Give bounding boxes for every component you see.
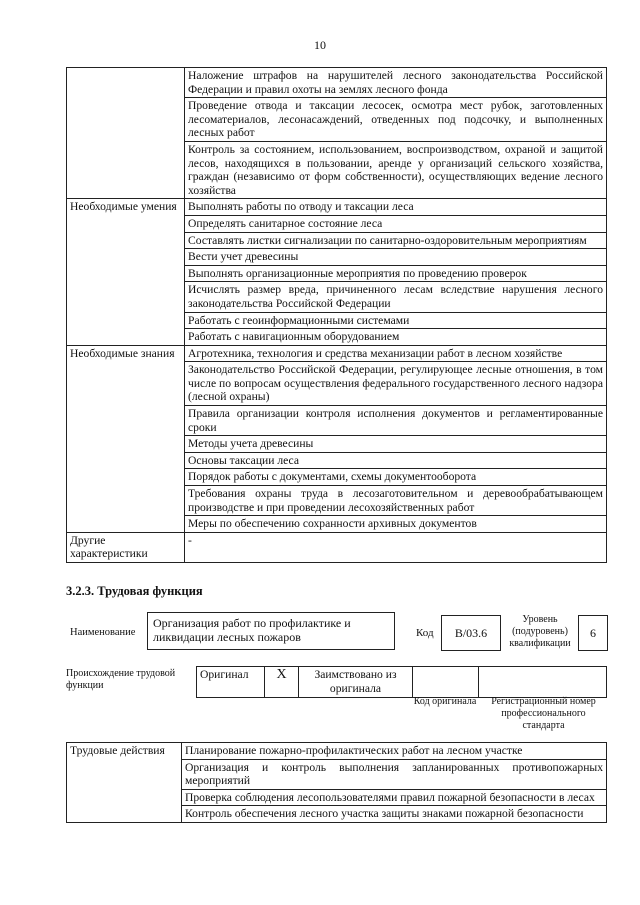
table-cell: Организация и контроль выполнения запланированных противопожарных мероприятий	[182, 759, 607, 789]
table-row	[67, 743, 607, 760]
empty-label-cell	[67, 68, 185, 199]
table-row	[67, 532, 607, 562]
level-label: Уровень (подуровень) квалификации	[509, 614, 571, 649]
table-cell: Работать с геоинформационными системами	[185, 312, 607, 329]
table-cell: Контроль обеспечения лесного участка защиты знаками пожарной безопасности	[182, 806, 607, 823]
table-cell: Планирование пожарно-профилактических работ на лесном участке	[182, 743, 607, 760]
table-cell: Исчислять размер вреда, причиненного лесам вследствие нарушения лесного законодательства Российской Федерации	[185, 282, 607, 312]
table-cell: Контроль за состоянием, использованием, воспроизводством, охраной и защитой лесов, находящихся в пользовании, аренде у организаций сельского хозяйства, граждан (независимо от форм собственности), осуществляющих ведение лесного хозяйства	[185, 141, 607, 198]
borrowed-label: Заимствовано из оригинала	[299, 667, 413, 698]
table-cell: Проведение отвода и таксации лесосек, осмотра мест рубок, заготовленных лесоматериалов, лесонасаждений, отведенных под подсочку, и выполненных лесных работ	[185, 98, 607, 142]
table-cell: Основы таксации леса	[185, 452, 607, 469]
table-cell: Выполнять работы по отводу и таксации леса	[185, 199, 607, 216]
page-number: 10	[314, 38, 326, 52]
table-cell: Методы учета древесины	[185, 436, 607, 453]
table-row	[67, 345, 607, 362]
code-original-label: Код оригинала	[413, 696, 477, 707]
table-cell: Определять санитарное состояние леса	[185, 215, 607, 232]
origin-table	[196, 666, 607, 698]
table-row	[197, 667, 607, 698]
reg-number-label: Регистрационный номер профессионального стандарта	[491, 696, 596, 731]
table-row	[67, 68, 607, 98]
function-name: Организация работ по профилактике и ликвидации лесных пожаров	[147, 612, 395, 650]
table-cell: Правила организации контроля исполнения документов и регламентированные сроки	[185, 406, 607, 436]
level-value: 6	[578, 615, 608, 651]
table-cell: Выполнять организационные мероприятия по проведению проверок	[185, 265, 607, 282]
table-cell: Проверка соблюдения лесопользователями правил пожарной безопасности в лесах	[182, 789, 607, 806]
table-cell: Законодательство Российской Федерации, регулирующее лесные отношения, в том числе по вопросам осуществления федерального государственного лесного надзора (лесной охраны)	[185, 362, 607, 406]
table-cell: Вести учет древесины	[185, 249, 607, 266]
table-cell: Составлять листки сигнализации по санитарно-оздоровительным мероприятиям	[185, 232, 607, 249]
table-cell: Работать с навигационным оборудованием	[185, 329, 607, 346]
original-mark: X	[265, 667, 299, 698]
name-label: Наименование	[70, 627, 136, 638]
code-label: Код	[416, 627, 434, 639]
knowledge-label: Необходимые знания	[67, 345, 185, 532]
table-row	[67, 199, 607, 216]
original-label: Оригинал	[197, 667, 265, 698]
section-title: 3.2.3. Трудовая функция	[66, 584, 203, 598]
other-value: -	[185, 532, 607, 562]
table-cell: Агротехника, технология и средства механизации работ в лесном хозяйстве	[185, 345, 607, 362]
code-value: B/03.6	[441, 615, 501, 651]
other-label: Другие характеристики	[67, 532, 185, 562]
table-cell: Меры по обеспечению сохранности архивных документов	[185, 516, 607, 533]
requirements-table	[66, 67, 607, 563]
table-cell: Требования охраны труда в лесозаготовительном и деревообрабатывающем производстве и при проведении лесохозяйственных работ	[185, 486, 607, 516]
code-original-cell	[413, 667, 479, 698]
reg-number-cell	[479, 667, 607, 698]
origin-label: Происхождение трудовой функции	[66, 668, 176, 691]
actions-label: Трудовые действия	[67, 743, 182, 823]
actions-table	[66, 742, 607, 823]
table-cell: Порядок работы с документами, схемы документооборота	[185, 469, 607, 486]
table-cell: Наложение штрафов на нарушителей лесного законодательства Российской Федерации и правил охоты на землях лесного фонда	[185, 68, 607, 98]
skills-label: Необходимые умения	[67, 199, 185, 345]
